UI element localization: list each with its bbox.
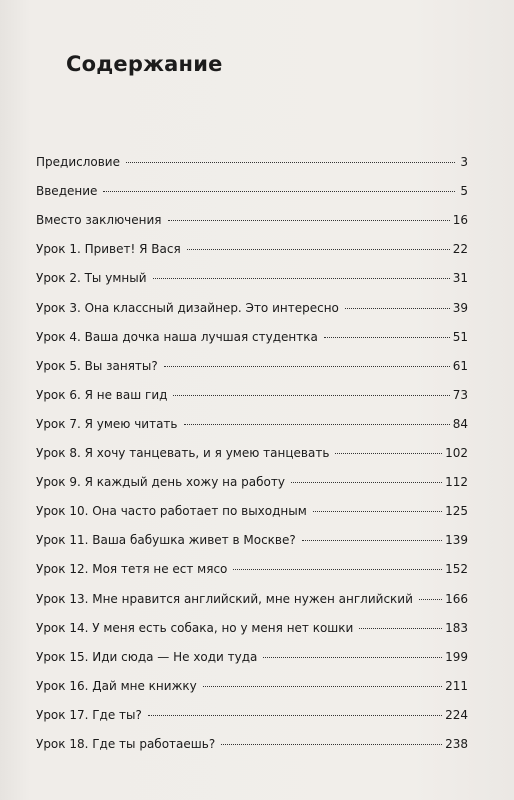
toc-entry (36, 501, 468, 521)
toc-entry (36, 356, 468, 376)
toc-entry (36, 239, 468, 259)
toc-entry (36, 676, 468, 696)
dot-leader (291, 482, 442, 483)
toc-entry-page: 224 (445, 707, 468, 722)
dot-leader (168, 220, 450, 221)
dot-leader (173, 395, 449, 396)
toc-entry (36, 618, 468, 638)
dot-leader (103, 191, 455, 192)
dot-leader (345, 308, 450, 309)
toc-entry (36, 210, 468, 230)
dot-leader (221, 744, 442, 745)
toc-entry-title: Предисловие (36, 155, 120, 169)
dot-leader (263, 657, 442, 658)
toc-entry-title: Урок 5. Вы заняты? (36, 358, 158, 373)
toc-entry-page: 61 (452, 358, 468, 373)
dot-leader (184, 424, 450, 425)
toc-entry (36, 298, 468, 318)
toc-entry-title: Урок 2. Ты умный (36, 271, 147, 286)
toc-entry-page: 51 (452, 329, 468, 344)
toc-entry-page: 39 (452, 300, 468, 315)
dot-leader (233, 569, 442, 570)
dot-leader (187, 249, 450, 250)
toc-entry (36, 327, 468, 347)
toc-entry-page: 139 (445, 533, 468, 548)
toc-entry (36, 589, 468, 609)
toc-entry-title: Урок 3. Она классный дизайнер. Это интересно (36, 300, 339, 315)
dot-leader (164, 366, 450, 367)
toc-entry-page: 238 (445, 737, 468, 751)
toc-entry-page: 152 (445, 562, 468, 577)
toc-entry-page: 31 (452, 271, 468, 286)
toc-entry (36, 385, 468, 405)
toc-entry-title: Урок 8. Я хочу танцевать, и я умею танцевать (36, 446, 330, 460)
dot-leader (126, 162, 455, 163)
toc-entry-page: 183 (445, 620, 468, 635)
toc-entry-page: 84 (452, 416, 468, 431)
toc-entry (36, 705, 468, 725)
dot-leader (153, 278, 450, 279)
toc-entry (36, 152, 468, 172)
toc-entry-page: 211 (445, 678, 468, 693)
toc-entry-title: Урок 10. Она часто работает по выходным (36, 504, 307, 519)
toc-entry-title: Введение (36, 184, 98, 199)
toc-entry-page: 102 (445, 446, 468, 460)
toc-entry (36, 268, 468, 288)
toc-entry-page: 73 (452, 387, 468, 402)
toc-entry-title: Урок 9. Я каждый день хожу на работу (36, 475, 285, 490)
toc-entry-title: Урок 16. Дай мне книжку (36, 678, 197, 693)
dot-leader (302, 540, 442, 541)
page-title: Содержание (66, 52, 223, 76)
dot-leader (419, 599, 442, 600)
toc-entry-title: Урок 11. Ваша бабушка живет в Москве? (36, 533, 296, 548)
dot-leader (313, 511, 442, 512)
toc-entry-page: 125 (445, 504, 468, 519)
toc-entry-title: Урок 13. Мне нравится английский, мне нужен английский (36, 591, 413, 606)
dot-leader (148, 715, 442, 716)
toc-entry-title: Урок 18. Где ты работаешь? (36, 737, 216, 751)
toc-entry-page: 166 (445, 591, 468, 606)
toc-entry (36, 734, 468, 754)
toc-entry-title: Урок 6. Я не ваш гид (36, 387, 168, 402)
dot-leader (203, 686, 442, 687)
toc-entry-page: 16 (452, 213, 468, 228)
toc-entry-page: 3 (460, 155, 468, 169)
dot-leader (324, 337, 450, 338)
dot-leader (335, 453, 442, 454)
toc-entry-title: Урок 7. Я умею читать (36, 416, 178, 431)
toc-entry-title: Вместо заключения (36, 213, 162, 228)
toc-entry-page: 112 (445, 475, 468, 490)
toc-entry (36, 472, 468, 492)
toc-entry-title: Урок 4. Ваша дочка наша лучшая студентка (36, 329, 318, 344)
toc-entry (36, 647, 468, 667)
toc-entry-title: Урок 12. Моя тетя не ест мясо (36, 562, 228, 577)
toc-entry-title: Урок 17. Где ты? (36, 707, 142, 722)
toc-entry (36, 443, 468, 463)
toc-entry-title: Урок 15. Иди сюда — Не ходи туда (36, 649, 258, 664)
toc-entry (36, 181, 468, 201)
dot-leader (359, 628, 442, 629)
toc-entry-page: 199 (445, 649, 468, 664)
toc-entry-title: Урок 14. У меня есть собака, но у меня нет кошки (36, 620, 354, 635)
toc-entry-title: Урок 1. Привет! Я Вася (36, 242, 181, 257)
toc-entry-page: 22 (452, 242, 468, 257)
toc-entry (36, 530, 468, 550)
toc-entry (36, 414, 468, 434)
toc-entry (36, 559, 468, 579)
toc-entry-page: 5 (460, 184, 468, 199)
